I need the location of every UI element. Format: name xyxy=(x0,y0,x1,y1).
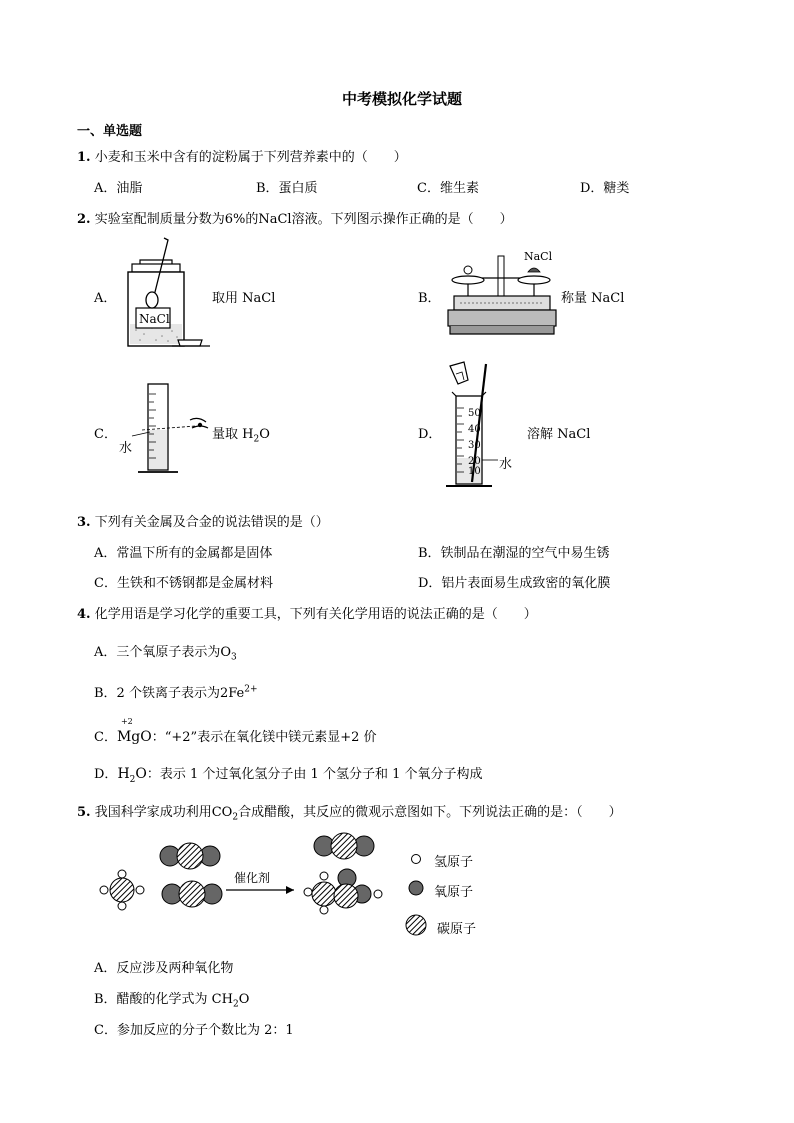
methane-molecule xyxy=(100,870,144,910)
question-number: 4. xyxy=(77,607,91,622)
question-4 xyxy=(77,603,537,622)
co2-molecule xyxy=(160,843,220,869)
q1-option-a[interactable]: A．油脂 xyxy=(94,181,143,196)
subscript: 2 xyxy=(253,434,260,445)
q5-option-c[interactable]: C．参加反应的分子个数比为 2：1 xyxy=(94,1023,294,1038)
q1-option-c[interactable]: C．维生素 xyxy=(417,181,479,196)
hydrogen-atom-icon xyxy=(412,855,421,864)
question-2 xyxy=(77,208,513,227)
q4-option-c-letter: C． xyxy=(94,730,117,745)
question-number: 5. xyxy=(77,805,91,820)
q3-option-c[interactable]: C．生铁和不锈钢都是金属材料 xyxy=(94,576,273,591)
valence-mark: +2 xyxy=(120,717,133,726)
section-heading: 一、单选题 xyxy=(77,124,143,139)
subscript: 3 xyxy=(231,652,237,663)
question-number: 2. xyxy=(77,212,91,227)
question-stem: 下列有关金属及合金的说法错误的是（） xyxy=(94,515,329,530)
question-stem: 实验室配制质量分数为6%的NaCl溶液。下列图示操作正确的是（ ） xyxy=(94,212,513,227)
water-label-d: 水 xyxy=(499,457,513,472)
page-title: 中考模拟化学试题 xyxy=(342,90,463,108)
tick-10: 10 xyxy=(468,466,481,477)
q4-option-d-text: ：表示 1 个过氧化氢分子由 1 个氢分子和 1 个氧分子构成 xyxy=(146,767,483,782)
question-number: 3. xyxy=(77,515,91,530)
tick-50: 50 xyxy=(468,408,481,419)
acetic-acid-molecule xyxy=(304,869,382,914)
water-label-c: 水 xyxy=(119,441,133,456)
q4-option-d[interactable] xyxy=(94,763,482,785)
tick-20: 20 xyxy=(468,456,481,467)
subscript: 2 xyxy=(232,999,239,1010)
q4-option-c[interactable] xyxy=(94,717,377,745)
tick-30: 30 xyxy=(468,440,481,451)
mgo-formula xyxy=(116,717,152,745)
question-stem: 小麦和玉米中含有的淀粉属于下列营养素中的（ ） xyxy=(94,150,407,165)
legend-hydrogen: 氢原子 xyxy=(434,855,474,870)
q3-option-d[interactable]: D．铝片表面易生成致密的氧化膜 xyxy=(418,576,611,591)
q2-option-c-letter[interactable]: C． xyxy=(94,427,117,442)
q5-option-b-text: B．醋酸的化学式为 CH xyxy=(94,992,233,1007)
legend-carbon: 碳原子 xyxy=(437,922,477,937)
graduated-cylinder-d-figure xyxy=(446,360,526,494)
q2-option-d-text: 溶解 NaCl xyxy=(527,427,591,442)
q2-option-a-text: 取用 NaCl xyxy=(212,291,276,306)
question-stem-a: 我国科学家成功利用CO xyxy=(94,805,233,820)
co2-molecule xyxy=(162,881,222,907)
formula-h: H xyxy=(117,766,130,782)
balance-label: NaCl xyxy=(524,250,553,263)
q5-option-a[interactable]: A．反应涉及两种氧化物 xyxy=(94,961,234,976)
question-stem-b: 合成醋酸，其反应的微观示意图如下。下列说法正确的是：（ ） xyxy=(238,805,622,820)
question-5 xyxy=(77,801,622,823)
formula-text: MgO xyxy=(116,729,152,745)
superscript: 2+ xyxy=(244,684,258,695)
q2-option-b-text: 称量 NaCl xyxy=(561,291,625,306)
q4-option-a[interactable] xyxy=(94,641,237,663)
q5-option-b-suffix: O xyxy=(238,992,250,1007)
q1-option-d[interactable]: D．糖类 xyxy=(580,181,630,196)
q4-option-b[interactable] xyxy=(94,682,258,701)
q3-option-a[interactable]: A．常温下所有的金属都是固体 xyxy=(94,546,273,561)
q5-option-b[interactable] xyxy=(94,988,249,1010)
tick-40: 40 xyxy=(468,424,481,435)
question-number: 1. xyxy=(77,150,91,165)
q2-option-c-text-suffix: O xyxy=(259,427,270,442)
q2-option-a-letter[interactable]: A． xyxy=(94,291,117,306)
bottle-label: NaCl xyxy=(139,312,170,326)
h2o-formula xyxy=(117,766,147,785)
formula-o: O xyxy=(135,766,147,782)
co2-molecule xyxy=(314,833,374,859)
q2-option-c-text xyxy=(212,423,270,445)
catalyst-label: 催化剂 xyxy=(234,871,271,885)
q4-option-c-text: ：“+2”表示在氧化镁中镁元素显+2 价 xyxy=(151,730,377,745)
q2-option-d-letter[interactable]: D． xyxy=(418,427,442,442)
q4-option-d-letter: D． xyxy=(94,767,118,782)
question-stem: 化学用语是学习化学的重要工具，下列有关化学用语的说法正确的是（ ） xyxy=(94,607,537,622)
q2-option-c-text-main: 量取 H xyxy=(212,427,254,442)
graduated-cylinder-c-figure xyxy=(120,380,220,480)
q2-option-b-letter[interactable]: B． xyxy=(418,291,441,306)
reagent-bottle-figure xyxy=(122,238,212,348)
oxygen-atom-icon xyxy=(409,881,423,895)
carbon-atom-icon xyxy=(406,915,426,935)
legend-symbols xyxy=(406,850,426,940)
q1-option-b[interactable]: B．蛋白质 xyxy=(256,181,318,196)
subscript: 2 xyxy=(232,812,239,823)
subscript: 2 xyxy=(129,774,136,785)
balance-figure xyxy=(446,248,558,340)
q4-option-b-text: B．2 个铁离子表示为2Fe xyxy=(94,686,245,701)
question-3 xyxy=(77,511,329,530)
legend-oxygen: 氧原子 xyxy=(434,885,474,900)
q4-option-a-text: A．三个氧原子表示为O xyxy=(94,645,232,660)
q3-option-b[interactable]: B．铁制品在潮湿的空气中易生锈 xyxy=(418,546,610,561)
question-1 xyxy=(77,146,407,165)
